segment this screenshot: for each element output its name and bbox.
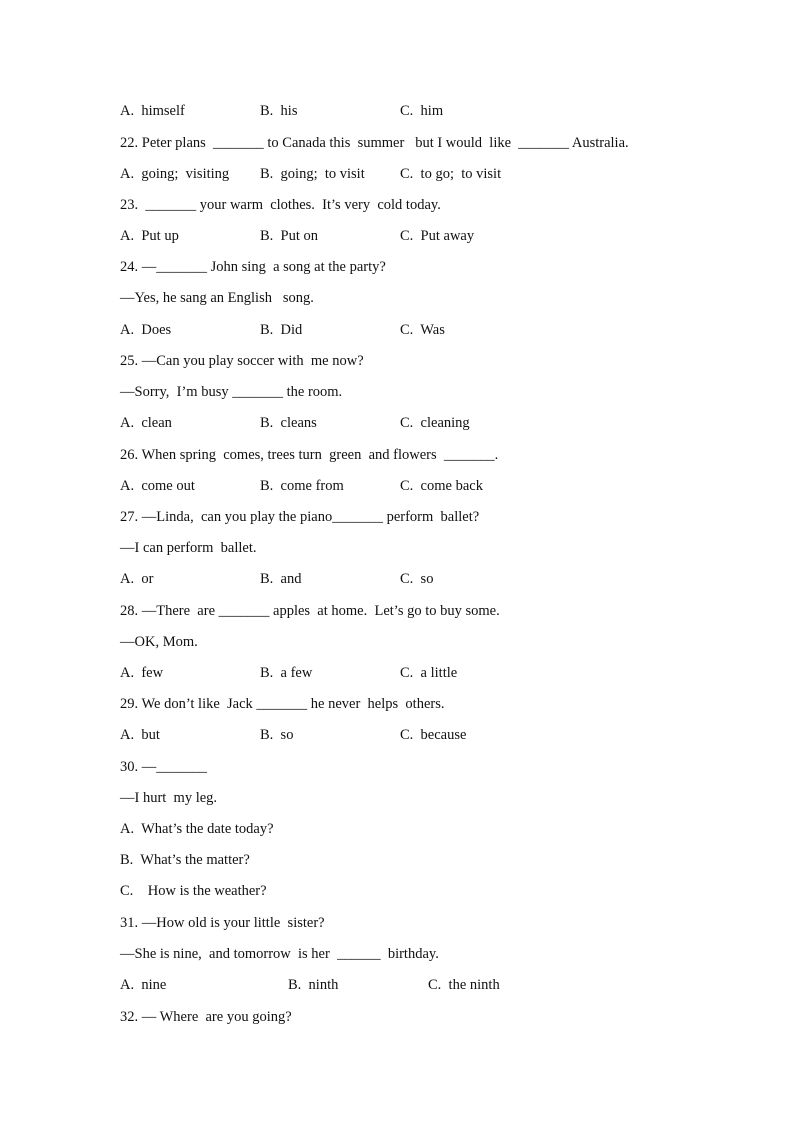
question-27: 27. —Linda, can you play the piano_______ perform ballet? <box>120 509 480 525</box>
q26-options <box>120 475 483 497</box>
option-b: B. his <box>260 103 298 119</box>
q28-answer-line: —OK, Mom. <box>120 634 198 650</box>
option-b: B. Did <box>260 322 303 338</box>
option-a: A. Does <box>120 322 172 338</box>
question-32: 32. — Where are you going? <box>120 1009 292 1025</box>
option-a: A. going; visiting <box>120 166 230 182</box>
option-c: C. come back <box>400 478 483 494</box>
question-30: 30. —_______ <box>120 759 207 775</box>
q22-options <box>120 163 502 185</box>
option-a: A. few <box>120 665 164 681</box>
q30-answer-line: —I hurt my leg. <box>120 790 218 806</box>
q30-option-a: A. What’s the date today? <box>120 821 274 837</box>
option-c: C. the ninth <box>428 977 500 993</box>
option-b: B. Put on <box>260 228 319 244</box>
q30-option-c: C. How is the weather? <box>120 883 267 899</box>
option-b: B. cleans <box>260 415 317 431</box>
option-a: A. or <box>120 571 154 587</box>
question-31: 31. —How old is your little sister? <box>120 915 325 931</box>
option-c: C. him <box>400 103 444 119</box>
option-c: C. to go; to visit <box>400 166 502 182</box>
option-b: B. going; to visit <box>260 166 365 182</box>
option-b: B. ninth <box>288 977 339 993</box>
option-c: C. so <box>400 571 434 587</box>
q31-answer-line: —She is nine, and tomorrow is her ______ birthday. <box>120 946 439 962</box>
option-c: C. Put away <box>400 228 475 244</box>
question-25: 25. —Can you play soccer with me now? <box>120 353 364 369</box>
option-c: C. cleaning <box>400 415 470 431</box>
option-b: B. and <box>260 571 302 587</box>
option-a: A. clean <box>120 415 172 431</box>
question-28: 28. —There are _______ apples at home. Let’s go to buy some. <box>120 603 500 619</box>
option-a: A. nine <box>120 977 167 993</box>
q28-options <box>120 662 458 684</box>
q24-answer-line: —Yes, he sang an English song. <box>120 290 314 306</box>
option-a: A. Put up <box>120 228 179 244</box>
q24-options <box>120 319 445 341</box>
option-c: C. Was <box>400 322 445 338</box>
q30-option-b: B. What’s the matter? <box>120 852 250 868</box>
option-a: A. but <box>120 727 160 743</box>
q27-answer-line: —I can perform ballet. <box>120 540 257 556</box>
q23-options <box>120 225 475 247</box>
q21-options <box>120 100 444 122</box>
option-c: C. because <box>400 727 467 743</box>
q25-answer-line: —Sorry, I’m busy _______ the room. <box>120 384 343 400</box>
q29-options <box>120 724 467 746</box>
question-29: 29. We don’t like Jack _______ he never helps others. <box>120 696 445 712</box>
question-24: 24. —_______ John sing a song at the party? <box>120 259 386 275</box>
option-b: B. a few <box>260 665 313 681</box>
question-26: 26. When spring comes, trees turn green and flowers _______. <box>120 447 499 463</box>
option-a: A. himself <box>120 103 185 119</box>
option-b: B. so <box>260 727 294 743</box>
option-b: B. come from <box>260 478 344 494</box>
q31-options <box>120 974 500 996</box>
q27-options <box>120 568 434 590</box>
question-23: 23. _______ your warm clothes. It’s very cold today. <box>120 197 441 213</box>
option-a: A. come out <box>120 478 195 494</box>
question-22: 22. Peter plans _______ to Canada this summer but I would like _______ Australia. <box>120 135 629 151</box>
option-c: C. a little <box>400 665 458 681</box>
q25-options <box>120 412 470 434</box>
